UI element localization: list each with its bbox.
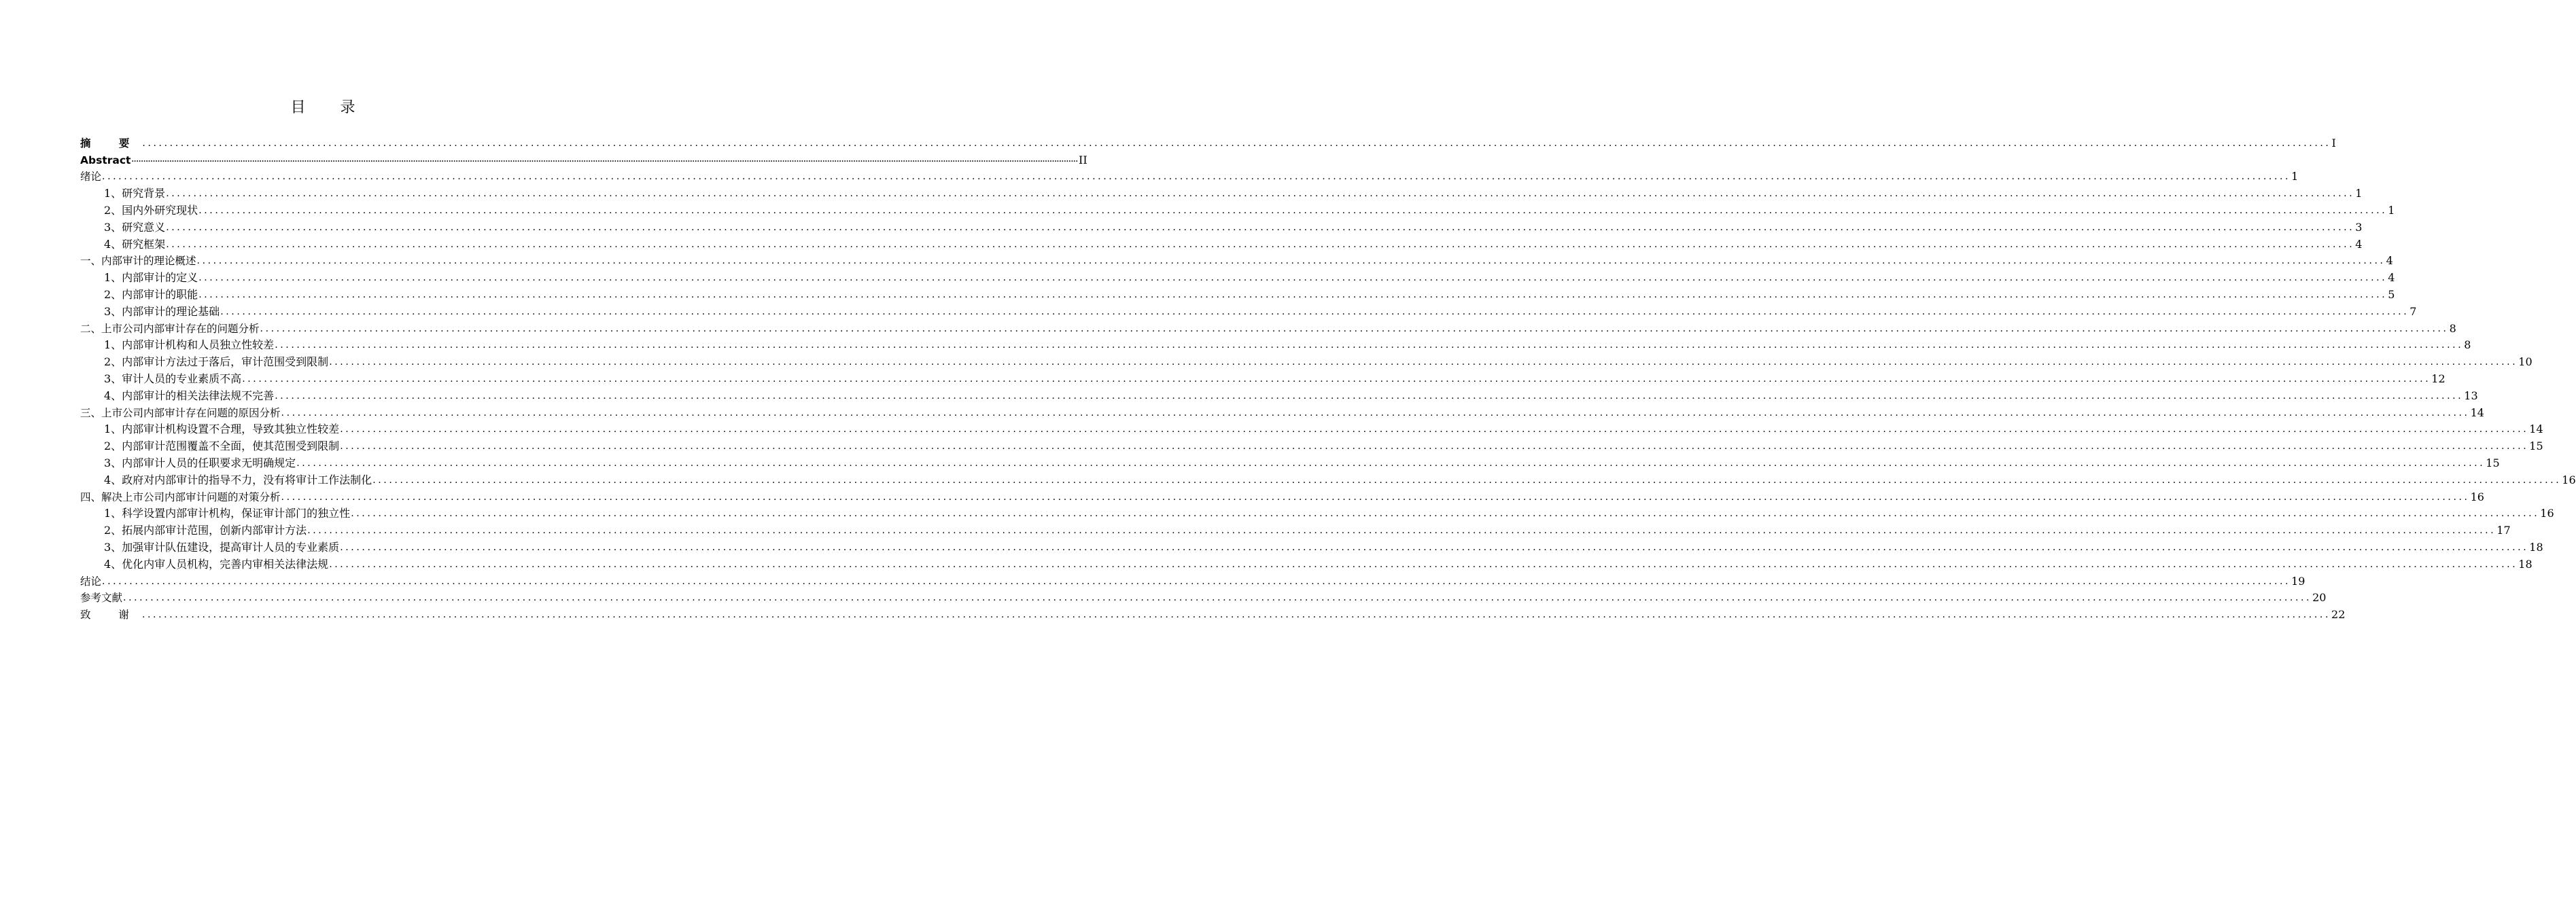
- toc-page-number: 17: [2496, 524, 2511, 537]
- toc-page-number: 16: [2470, 490, 2484, 503]
- toc-entry-label: 1、研究背景: [104, 187, 166, 200]
- toc-entry-label: 参考文献: [80, 592, 123, 605]
- toc-page-number: 15: [2529, 440, 2543, 453]
- dot-leader: ................................................................................................................................................................................................................................................................................................................................................................................................................: [275, 390, 2464, 401]
- toc-page-number: 13: [2464, 389, 2478, 402]
- toc-entry-label: 四、解决上市公司内部审计问题的对策分析: [80, 490, 281, 503]
- toc-page-number: 1: [2388, 203, 2395, 217]
- toc-entry[interactable]: [80, 319, 2456, 336]
- toc-entry[interactable]: [80, 403, 2484, 420]
- toc-subentry[interactable]: [80, 302, 2417, 319]
- toc-subentry[interactable]: [80, 436, 2543, 453]
- toc-entry-label: 3、研究意义: [104, 220, 166, 234]
- dot-leader: ................................................................................................................................................................................................................................................................................................................................................................................................................: [220, 306, 2409, 317]
- toc-subentry[interactable]: [80, 520, 2511, 537]
- toc-subentry[interactable]: [80, 234, 2363, 251]
- dot-leader: ................................................................................................................................................................................................................................................................................................................................................................................................................: [198, 204, 2388, 216]
- toc-entry-label: 3、审计人员的专业素质不高: [104, 372, 242, 385]
- dot-leader: ................................................................................................................................................................................................................................................................................................................................................................................................................: [307, 525, 2496, 537]
- dot-leader: ................................................................................................................................................................................................................................................................................................................................................................................................................: [329, 357, 2518, 368]
- dot-leader: ................................................................................................................................................................................................................................................................................................................................................................................................................: [166, 221, 2355, 233]
- toc-entry[interactable]: [80, 588, 2327, 605]
- dot-leader: ................................................................................................................................................................................................................................................................................................................................................................................................................: [102, 575, 2291, 587]
- toc-entry-label: 一、内部审计的理论概述: [80, 255, 196, 268]
- dot-leader: ................................................................................................................................................................................................................................................................................................................................................................................................................: [340, 541, 2529, 553]
- toc-subentry[interactable]: [80, 285, 2395, 302]
- toc-page-number: 15: [2486, 456, 2500, 469]
- toc-entry-label: 2、内部审计范围覆盖不全面，使其范围受到限制: [104, 440, 340, 453]
- toc-entry-label: 2、内部审计的职能: [104, 287, 198, 301]
- toc-entry-label: 3、加强审计队伍建设，提高审计人员的专业素质: [104, 540, 340, 554]
- toc-title: 目 录: [290, 99, 370, 116]
- dot-leader: ................................................................................................................................................................................................................................................................................................................................................................................................................: [141, 609, 2331, 621]
- dot-leader: ................................................................................................................................................................................................................................................................................................................................................................................................................: [242, 373, 2431, 384]
- dot-leader: ................................................................................................................................................................................................................................................................................................................................................................................................................: [198, 272, 2388, 284]
- toc-page-number: 10: [2518, 355, 2533, 369]
- toc-entry-label: 1、内部审计机构和人员独立性较差: [104, 338, 275, 352]
- table-of-contents: [80, 133, 2576, 622]
- toc-page-number: 18: [2518, 557, 2533, 571]
- toc-page-number: 1: [2291, 170, 2299, 183]
- toc-subentry[interactable]: [80, 537, 2543, 554]
- dot-leader: ................................................................................................................................................................................................................................................................................................................................................................................................................: [196, 255, 2386, 267]
- toc-subentry[interactable]: [80, 200, 2395, 217]
- dot-leader: ................................................................................................................................................................................................................................................................................................................................................................................................................: [340, 424, 2529, 435]
- dot-leader: ................................................................................................................................................................................................................................................................................................................................................................................................................: [351, 508, 2540, 520]
- toc-subentry[interactable]: [80, 470, 2576, 487]
- toc-entry[interactable]: [80, 571, 2305, 588]
- dot-leader: ................................................................................................................................................................................................................................................................................................................................................................................................................: [198, 289, 2388, 300]
- dot-leader: ................................................................................................................................................................................................................................................................................................................................................................................................................: [102, 171, 2291, 183]
- dot-leader: ................................................................................................................................................................................................................................................................................................................................................................................................................: [275, 340, 2464, 351]
- toc-entry-label: 1、内部审计的定义: [104, 271, 198, 285]
- toc-entry-label: 摘 要: [80, 137, 142, 149]
- toc-subentry[interactable]: [80, 217, 2363, 234]
- toc-page-number: 5: [2388, 287, 2395, 301]
- toc-subentry[interactable]: [80, 453, 2500, 470]
- toc-entry[interactable]: [80, 605, 2346, 622]
- toc-page-number: 18: [2529, 540, 2543, 554]
- toc-entry[interactable]: [80, 150, 1087, 167]
- toc-page-number: 1: [2355, 187, 2363, 200]
- dot-leader: ................................................................................................................................................................................................................................................................................................................................................................................................................: [340, 441, 2529, 452]
- toc-entry-label: 4、研究框架: [104, 237, 166, 251]
- toc-entry[interactable]: [80, 251, 2393, 268]
- toc-page-number: 8: [2449, 321, 2456, 335]
- dot-leader: ................................................................................................................................................................................................................................................................................................................................................................................................................: [142, 137, 2331, 149]
- dot-leader: ................................................................................................................................................................................................................................................................................................................................................................................................................: [260, 323, 2449, 334]
- toc-entry-label: 绪论: [80, 171, 102, 183]
- dot-leader: ................................................................................................................................................................................................................................................................................................................................................................................................................: [123, 592, 2312, 604]
- toc-page-number: 16: [2562, 473, 2576, 486]
- toc-subentry[interactable]: [80, 554, 2533, 571]
- toc-entry-label: 3、内部审计的理论基础: [104, 304, 220, 318]
- toc-page-number: 7: [2409, 304, 2417, 318]
- toc-entry-label: 1、科学设置内部审计机构，保证审计部门的独立性: [104, 507, 351, 520]
- toc-page-number: 12: [2431, 372, 2446, 385]
- toc-page-number: 3: [2355, 220, 2363, 234]
- toc-entry-label: 2、内部审计方法过于落后，审计范围受到限制: [104, 355, 329, 369]
- toc-entry[interactable]: [80, 133, 2336, 150]
- toc-entry-label: Abstract: [80, 154, 131, 166]
- dot-leader: ................................................................................................................................................................................................................................................................................................................................................................................................................: [281, 407, 2470, 418]
- toc-page-number: 22: [2331, 608, 2346, 622]
- toc-subentry[interactable]: [80, 268, 2395, 285]
- toc-page-number: 19: [2291, 574, 2305, 588]
- toc-entry-label: 二、上市公司内部审计存在的问题分析: [80, 322, 260, 335]
- toc-entry-label: 三、上市公司内部审计存在问题的原因分析: [80, 406, 281, 419]
- toc-page-number: 20: [2312, 591, 2327, 605]
- toc-page-number: II: [1079, 153, 1087, 166]
- toc-page-number: 16: [2540, 507, 2554, 520]
- toc-entry[interactable]: [80, 487, 2484, 504]
- toc-entry-label: 2、拓展内部审计范围，创新内部审计方法: [104, 524, 307, 537]
- toc-page-number: I: [2331, 136, 2336, 149]
- toc-subentry[interactable]: [80, 420, 2543, 437]
- toc-subentry[interactable]: [80, 386, 2478, 403]
- toc-subentry[interactable]: [80, 369, 2446, 386]
- toc-subentry[interactable]: [80, 352, 2533, 369]
- toc-entry-label: 1、内部审计机构设置不合理，导致其独立性较差: [104, 423, 340, 436]
- dot-leader: ................................................................................................................................................................................................................................................................................................................................................................................................................: [166, 188, 2355, 200]
- dot-leader: ................................................................................................................................................................................................................................................................................................................................................................................................................: [296, 457, 2486, 469]
- dot-leader: ................................................................................................................................................................................................................................................................................................................................................................................................................: [281, 491, 2470, 503]
- toc-entry-label: 2、国内外研究现状: [104, 203, 198, 217]
- toc-page-number: 4: [2388, 271, 2395, 285]
- dot-leader: ................................................................................................................................................................................................................................................................................................................................................................................................................: [131, 156, 1079, 164]
- dot-leader: ................................................................................................................................................................................................................................................................................................................................................................................................................: [329, 558, 2518, 570]
- toc-page-number: 8: [2464, 338, 2471, 352]
- toc-subentry[interactable]: [80, 504, 2554, 521]
- toc-page-number: 4: [2355, 237, 2363, 251]
- toc-subentry[interactable]: [80, 336, 2471, 353]
- toc-entry-label: 4、政府对内部审计的指导不力，没有将审计工作法制化: [104, 473, 372, 486]
- toc-page-number: 14: [2529, 423, 2543, 436]
- dot-leader: ................................................................................................................................................................................................................................................................................................................................................................................................................: [166, 238, 2355, 250]
- toc-page-number: 14: [2470, 406, 2484, 419]
- toc-entry-label: 结论: [80, 575, 102, 588]
- dot-leader: ................................................................................................................................................................................................................................................................................................................................................................................................................: [372, 474, 2562, 486]
- toc-entry[interactable]: [80, 167, 2299, 184]
- toc-entry-label: 3、内部审计人员的任职要求无明确规定: [104, 456, 296, 469]
- toc-page-number: 4: [2386, 254, 2393, 268]
- toc-subentry[interactable]: [80, 183, 2363, 200]
- toc-entry-label: 致 谢: [80, 609, 141, 622]
- toc-entry-label: 4、优化内审人员机构，完善内审相关法律法规: [104, 557, 329, 571]
- toc-entry-label: 4、内部审计的相关法律法规不完善: [104, 389, 275, 402]
